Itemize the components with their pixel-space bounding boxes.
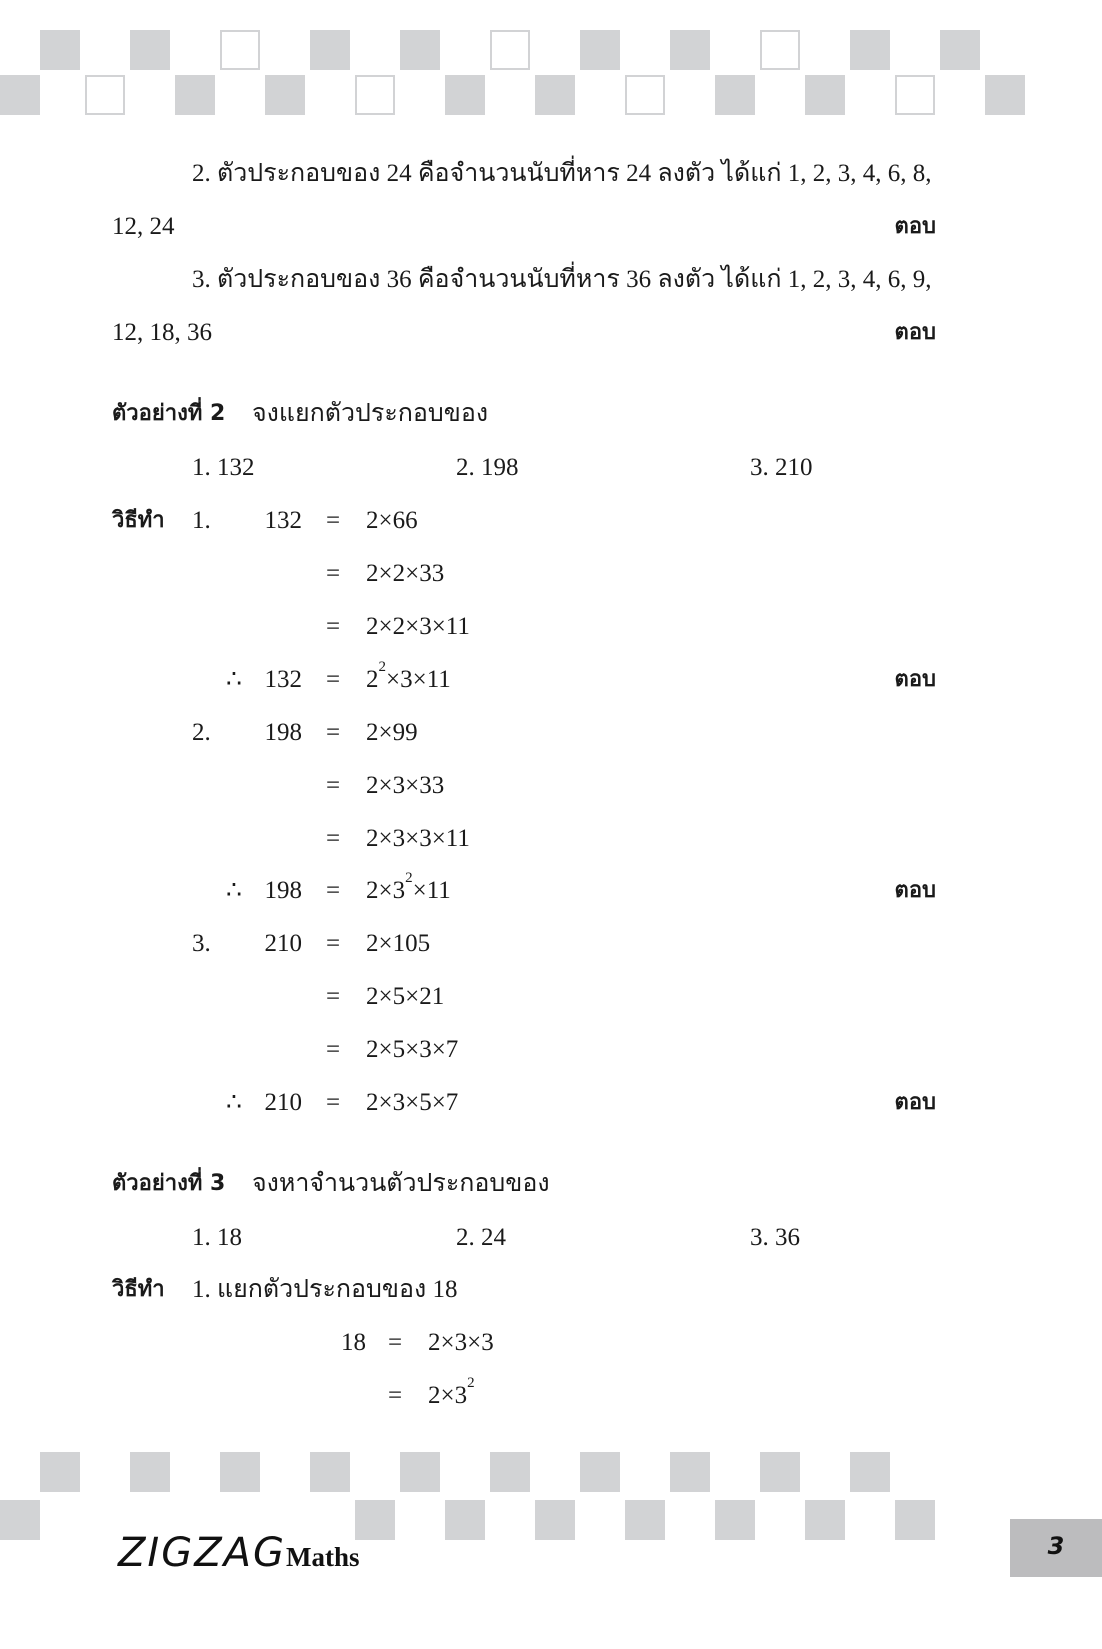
- sol2-step-1: 2×99: [366, 719, 418, 746]
- sol3-lhs-final: 210: [264, 1089, 302, 1116]
- part3-answer-label: ตอบ: [894, 320, 936, 345]
- logo-maths-text: Maths: [285, 1542, 360, 1572]
- part2-line2: 12, 24: [112, 213, 175, 240]
- sol3-eq-2: =: [326, 983, 341, 1010]
- sol1-eq-2: =: [326, 560, 341, 587]
- sol2-step-3: 2×3×3×11: [366, 825, 470, 852]
- logo-zigzag-text: ZIGZAG: [118, 1530, 286, 1576]
- sol1-answer-label: ตอบ: [894, 667, 936, 692]
- sol2-lhs-final: 198: [264, 877, 302, 904]
- sol1-step-2: 2×2×33: [366, 560, 445, 587]
- sol3-step-3: 2×5×3×7: [366, 1036, 459, 1063]
- sol1-step-1: 2×66: [366, 507, 418, 534]
- sol2-lhs: 198: [264, 719, 302, 746]
- example3-sol1-text: 1. แยกตัวประกอบของ 18: [192, 1276, 458, 1303]
- sol3-step-1: 2×105: [366, 930, 431, 957]
- sol3-lhs: 210: [264, 930, 302, 957]
- example3-step-2: $2\times 3^2$: [428, 1375, 475, 1409]
- sol3-eq-1: =: [326, 930, 341, 957]
- part2-answer-label: ตอบ: [894, 214, 936, 239]
- sol1-eq-1: =: [326, 507, 341, 534]
- sol2-step-2: 2×3×33: [366, 772, 445, 799]
- part2-line1: 2. ตัวประกอบของ 24 คือจำนวนนับที่หาร 24 ลงตัว ได้แก่ 1, 2, 3, 4, 6, 8,: [192, 160, 932, 187]
- sol2-final: $2\times 3^2\times 11$: [366, 870, 451, 904]
- example3-lhs: 18: [341, 1329, 366, 1356]
- sol3-therefore: ∴: [226, 1089, 242, 1116]
- example2-heading: ตัวอย่างที่ 2: [112, 401, 226, 426]
- page-number: 3: [1047, 1532, 1065, 1560]
- sol1-eq-final: =: [326, 666, 341, 693]
- header-checker-pattern: [0, 30, 1102, 120]
- sol2-number: 2.: [192, 719, 211, 746]
- sol3-answer-label: ตอบ: [894, 1090, 936, 1115]
- sol1-final: $2^2\times 3\times 11$: [366, 659, 451, 693]
- sol3-eq-final: =: [326, 1089, 341, 1116]
- sol1-therefore: ∴: [226, 666, 242, 693]
- page-number-box: [1010, 1519, 1102, 1577]
- example3-step-1: 2×3×3: [428, 1329, 494, 1356]
- example3-heading: ตัวอย่างที่ 3: [112, 1171, 226, 1196]
- sol2-eq-3: =: [326, 825, 341, 852]
- sol3-step-2: 2×5×21: [366, 983, 445, 1010]
- example3-solution-label: วิธีทำ: [112, 1277, 165, 1302]
- example3-eq-2: =: [388, 1382, 403, 1409]
- sol3-number: 3.: [192, 930, 211, 957]
- sol3-eq-3: =: [326, 1036, 341, 1063]
- example2-item-1: 1. 132: [192, 454, 255, 481]
- sol1-step-3: 2×2×3×11: [366, 613, 470, 640]
- sol2-eq-final: =: [326, 877, 341, 904]
- sol2-answer-label: ตอบ: [894, 878, 936, 903]
- part3-line2: 12, 18, 36: [112, 319, 212, 346]
- example3-item-1: 1. 18: [192, 1224, 242, 1251]
- example2-prompt: จงแยกตัวประกอบของ: [252, 400, 489, 427]
- part3-line1: 3. ตัวประกอบของ 36 คือจำนวนนับที่หาร 36 ลงตัว ได้แก่ 1, 2, 3, 4, 6, 9,: [192, 266, 932, 293]
- sol1-lhs-final: 132: [264, 666, 302, 693]
- example3-item-3: 3. 36: [750, 1224, 800, 1251]
- example2-item-3: 3. 210: [750, 454, 813, 481]
- sol1-eq-3: =: [326, 613, 341, 640]
- sol1-number: 1.: [192, 507, 211, 534]
- example3-prompt: จงหาจำนวนตัวประกอบของ: [252, 1170, 550, 1197]
- sol3-final: 2×3×5×7: [366, 1089, 459, 1116]
- sol1-lhs: 132: [264, 507, 302, 534]
- example2-solution-label: วิธีทำ: [112, 508, 165, 533]
- example3-eq-1: =: [388, 1329, 403, 1356]
- sol2-therefore: ∴: [226, 877, 242, 904]
- sol2-eq-2: =: [326, 772, 341, 799]
- zigzag-maths-logo: [118, 1530, 359, 1576]
- example3-item-2: 2. 24: [456, 1224, 506, 1251]
- example2-item-2: 2. 198: [456, 454, 519, 481]
- sol2-eq-1: =: [326, 719, 341, 746]
